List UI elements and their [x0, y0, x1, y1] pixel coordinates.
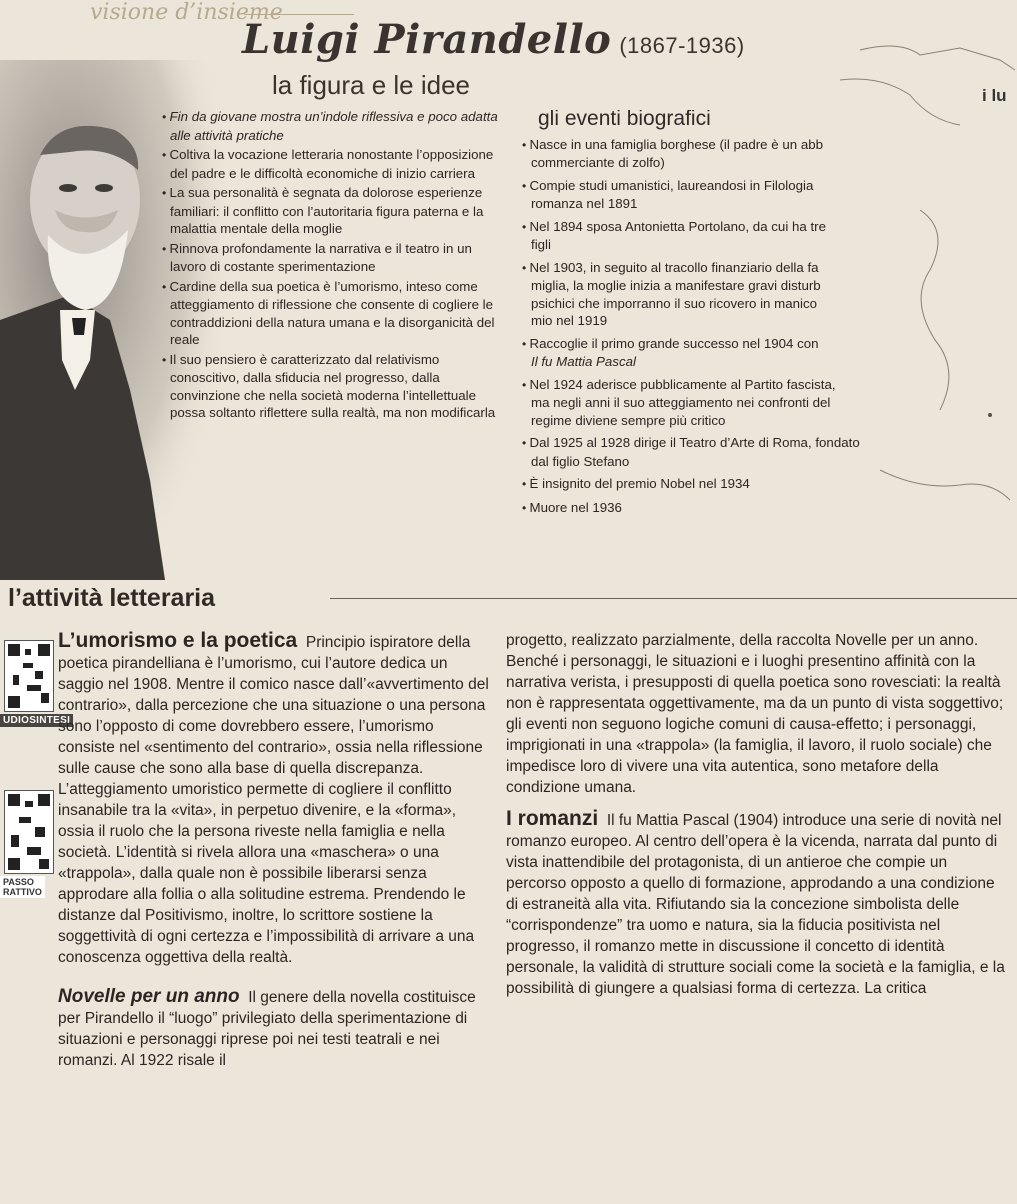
novelle-continuation: progetto, realizzato parzialmente, della raccolta Novelle per un anno. Benché i personaggi, le situazioni e i luoghi presentino affinità con la narrativa verista, i presupposti di quella poetica sono rovesciati: la realtà non è rappresentata oggettivamente, ma da un punto di vista soggettivo; gli eventi non seguono logiche comuni di causa-effetto; i personaggi, imprigionati in una «trappola» (la famiglia, il lavoro, il ruolo sociale) che impedisce loro di vivere una vita autentica, sono metafore della condizione umana.	[506, 632, 1004, 796]
evento-item: • Raccoglie il primo grande successo nel 1904 con Il fu Mattia Pascal	[522, 335, 819, 369]
attivita-title: l’attività letteraria	[8, 584, 216, 612]
evento-item: • Dal 1925 al 1928 dirige il Teatro d’Arte di Roma, fondato dal figlio Stefano	[522, 435, 860, 469]
author-years: (1867-1936)	[619, 33, 745, 58]
evento-item: • Nel 1894 sposa Antonietta Portolano, da cui ha tre figli	[522, 218, 826, 252]
evento-item: • Nel 1924 aderisce pubblicamente al Partito fascista, ma negli anni il suo atteggiamento nei confronti del regime diviene sempre più critico	[522, 376, 836, 428]
figura-item: • Cardine della sua poetica è l’umorismo, inteso come atteggiamento di riflessione che consente di cogliere le contraddizioni della natura umana e la disorganicità del reale	[162, 278, 495, 347]
qr-code-icon[interactable]	[4, 640, 54, 712]
figura-item: • Il suo pensiero è caratterizzato dal relativismo conoscitivo, dalla sfiducia nel progresso, dalla convinzione che nella società moderna l’intellettuale possa soltanto riflettere sulla realtà, ma non modificarla	[162, 351, 496, 420]
figura-idee-list	[162, 108, 510, 424]
attivita-divider	[330, 598, 1017, 599]
romanzi-heading: I romanzi	[506, 807, 599, 830]
qr-code-icon[interactable]	[4, 790, 54, 874]
evento-item: • Nasce in una famiglia borghese (il padre è un abb commerciante di zolfo)	[522, 136, 824, 170]
novelle-heading: Novelle per un anno	[58, 986, 240, 1007]
section-kicker: visione d’insieme	[90, 0, 283, 25]
figura-item: • La sua personalità è segnata da dolorose esperienze familiari: il conflitto con l’autoritaria figura paterna e la malattia mentale della moglie	[162, 185, 484, 236]
umorismo-heading: L’umorismo e la poetica	[58, 629, 298, 652]
author-title	[242, 16, 745, 63]
evento-item: • Nel 1903, in seguito al tracollo finanziario della fa miglia, la moglie inizia a manifestare gravi disturb psichici che imporranno il suo ricovero in manico mio nel 1919	[522, 259, 821, 328]
novelle-text: Il genere della novella costituisce per Pirandello il “luogo” privilegiato della sperimentazione di situazioni e personaggi riprese poi nei testi teatrali e nei romanzi. Al 1922 risale il	[58, 989, 476, 1069]
umorismo-block	[58, 630, 494, 1071]
author-name: Luigi Pirandello	[242, 16, 612, 63]
figura-item: • Rinnova profondamente la narrativa e il teatro in un lavoro di costante sperimentazione	[162, 240, 472, 274]
figura-item: • Coltiva la vocazione letteraria nonostante l’opposizione del padre e le difficoltà economiche di inizio carriera	[162, 147, 494, 181]
romanzi-block	[506, 630, 1006, 999]
edge-fragment: i lu	[982, 86, 1007, 105]
passo-interattivo-tag[interactable]: PASSO RATTIVO	[0, 876, 45, 898]
evento-item: • È insignito del premio Nobel nel 1934	[522, 476, 750, 491]
umorismo-text: Principio ispiratore della poetica pirandelliana è l’umorismo, cui l’autore dedica un saggio nel 1908. Mentre il comico nasce dall’«avvertimento del contrario», dalla percezione che una situazione o una persona sono l’opposto di come dovrebbero essere, l’umorismo consiste nel «sentimento del contrario», ossia nella riflessione sulle cause che sono alla base di quella discrepanza. L’atteggiamento umoristico permette di cogliere il conflitto insanabile tra la «vita», in perpetuo divenire, e la «forma», ossia il ruolo che la persona riveste nella famiglia e nella società. L’identità si rivela allora una «maschera» o una «trappola», dalla quale non è possibile liberarsi senza approdare alla follia o alla solitudine estrema. Prendendo le distanze dal Positivismo, inoltre, lo scrittore sostiene la soggettività di ogni certezza e l’impossibilità di arrivare a una conoscenza oggettiva della realtà.	[58, 634, 489, 966]
studio-sintesi-tag[interactable]: UDIOSINTESI	[0, 714, 73, 727]
kicker-divider	[244, 14, 354, 15]
eventi-title: gli eventi biografici	[538, 110, 711, 130]
figura-item: • Fin da giovane mostra un’indole riflessiva e poco adatta alle attività pratiche	[162, 109, 498, 143]
eventi-biografici	[518, 110, 1017, 522]
figura-subtitle: la figura e le idee	[272, 70, 471, 100]
evento-item: • Compie studi umanistici, laureandosi in Filologia romanza nel 1891	[522, 177, 814, 211]
romanzi-text: Il fu Mattia Pascal (1904) introduce una serie di novità nel romanzo europeo. Al centro dell’opera è la vicenda, narrata dal punto di vista inattendibile del protagonista, di un antieroe che compie un percorso opposto a quello di formazione, approdando a una condizione di estraneità alla vita. Rifiutando sia la concezione simbolista delle “corrispondenze” tra uomo e natura, sia la fiducia positivista nel progresso, il romanzo mette in discussione il concetto di identità personale, la validità di strutture sociali come la società e la famiglia, e la possibilità di giungere a qualsiasi forma di certezza. La critica	[506, 812, 1005, 997]
evento-item: • Muore nel 1936	[522, 499, 622, 515]
